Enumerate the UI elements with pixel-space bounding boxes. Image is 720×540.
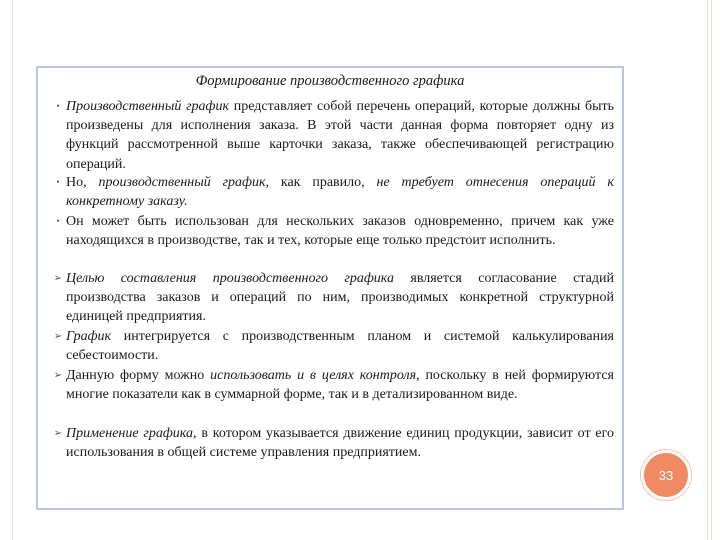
bullet-item: [66, 366, 614, 404]
italic-text: Производственный график: [66, 99, 230, 114]
text-run: Но,: [66, 175, 99, 190]
text-run: представляет собой перечень операций, которые должны быть произведены для исполнения заказа. В этой части данная форма повторяет одну из функций рассмотренной выше карточки заказа, также обеспечивающей регистрацию операций.: [66, 99, 614, 172]
arrow-bullet-icon: ➢: [53, 370, 63, 381]
text-run: интегрируется с производственным планом и системой калькулирования себестоимости.: [66, 329, 614, 364]
slide-title: Формирование производственного графика: [195, 73, 465, 89]
right-decorative-line: [707, 0, 708, 540]
arrow-bullet-icon: ➢: [53, 428, 63, 439]
arrow-bullet-icon: ➢: [53, 273, 63, 284]
dot-bullet-icon: •: [56, 101, 60, 111]
text-run: Он может быть использован для нескольких заказов одновременно, причем как уже находящихся в производстве, так и тех, которые еще только предстоит исполнить.: [66, 214, 614, 249]
text-run: Данную форму можно: [66, 368, 211, 383]
bullet-item: [66, 424, 614, 462]
italic-text: использовать и в целях контроля: [210, 368, 417, 383]
italic-text: не требует отнесения операций к конкретному заказу.: [66, 175, 614, 210]
arrow-bullet-icon: ➢: [53, 331, 63, 342]
bullet-item: [66, 97, 614, 174]
page-number-badge: 33: [641, 450, 691, 500]
content-frame: [36, 66, 624, 510]
bullet-item: [66, 327, 614, 365]
text-run: является согласование стадий производства заказов и операций по ним, производимых конкретной структурной единицей предприятия.: [66, 271, 614, 325]
italic-text: Целью составления производственного графика: [66, 271, 394, 286]
dot-bullet-icon: •: [56, 177, 60, 187]
left-decorative-line: [12, 0, 13, 540]
bullet-item: [66, 269, 614, 327]
italic-text: График: [66, 329, 112, 344]
italic-text: производственный график: [98, 175, 266, 190]
dot-bullet-icon: •: [56, 216, 60, 226]
right-decorative-line-2: [711, 0, 712, 540]
text-run: , как правило,: [265, 175, 377, 190]
italic-text: Применение графика: [66, 426, 194, 441]
bullet-item: [66, 212, 614, 250]
text-run: , поскольку в ней формируются многие показатели как в суммарной форме, так и в детализированном виде.: [66, 368, 614, 403]
text-run: , в котором указывается движение единиц продукции, зависит от его использования в общей системе управления предприятием.: [66, 426, 614, 461]
bullet-item: [66, 173, 614, 211]
